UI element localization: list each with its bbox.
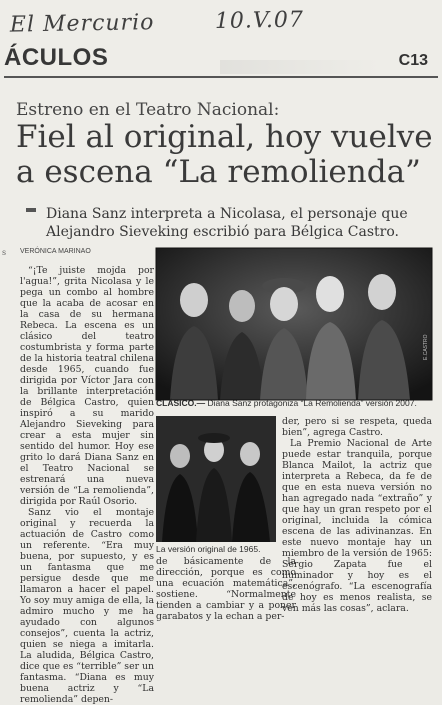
bleed-through-shadow <box>220 60 380 74</box>
section-rule <box>4 76 438 78</box>
page-number: C13 <box>398 52 428 69</box>
handwritten-source: El Mercurio <box>9 10 155 38</box>
article-column-middle: de básicamente de la dirección, porque es como una ecuación matemática”, sostiene. “Normalmente tienden a cambiar y a poner garabatos y la echan a per- <box>156 556 296 622</box>
photo-1965-caption: La versión original de 1965. <box>156 544 261 554</box>
paragraph: Sanz vio el montaje original y recuerda la actuación de Castro como un referente. “Era muy buena, por supuesto, y es un fantasma que me persigue desde que me llamaron a hacer el papel. Yo soy muy amiga de ella, la admiro mucho y me ha ayudado con algunos consejos”, cuenta la actriz, quien se niega a imitarla. La aludida, Bélgica Castro, dice que es “terrible” ser un fantasma. “Diana es muy buena actriz y “La remolienda” depen- <box>20 507 154 705</box>
article-column-right <box>282 416 432 614</box>
paragraph: der, pero si se respeta, queda bien”, agrega Castro. <box>282 416 432 438</box>
article-headline: Fiel al original, hoy vuelve a escena “La remolienda” <box>16 119 433 190</box>
article-subhead: Diana Sanz interpreta a Nicolasa, el personaje que Alejandro Sieveking escribió para Bélgica Castro. <box>46 206 408 240</box>
article-kicker: Estreno en el Teatro Nacional: <box>16 100 280 120</box>
photo-original-1965 <box>156 416 276 542</box>
photo-main-caption <box>156 398 432 408</box>
photo-main-illustration <box>156 248 432 400</box>
photo-main-cast-2007 <box>156 248 432 400</box>
photo-1965-illustration <box>156 416 276 542</box>
handwritten-note <box>10 7 311 46</box>
photo-credit: E.CASTRO <box>423 334 429 360</box>
subhead-marker <box>26 208 36 212</box>
caption-text: Diana Sanz protagoniza “La Remolienda” versión 2007. <box>207 398 417 408</box>
section-title: ÁCULOS <box>4 44 109 71</box>
margin-mark: s <box>2 248 7 257</box>
paragraph: La Premio Nacional de Arte puede estar tranquila, porque Blanca Mailot, la actriz que interpreta a Rebeca, da fe de que en esta nueva versión no han agregado nada “extraño” y que hay un gran respeto por el original, incluida la cómica escena de las adivinanzas. En este nuevo montaje hay un miembro de la versión de 1965: Sergio Zapata fue el iluminador y hoy es el escenógrafo. “La escenografía de hoy es menos realista, se ven más las cosas”, aclara. <box>282 438 432 614</box>
article-column-left <box>20 265 154 705</box>
caption-label: CLÁSICO.— <box>156 398 206 408</box>
paragraph: “¡Te juiste mojda por l'agua!”, grita Nicolasa y le pega un combo al hombre que la acaba de acosar en la casa de su hermana Rebeca. La escena es un clásico del teatro costumbrista y forma parte de la historia teatral chilena desde 1965, cuando fue dirigida por Víctor Jara con la brillante interpretación de Bélgica Castro, quien inspiró a su marido Alejandro Sieveking para crear a esta mujer sin sentido del humor. Hoy ese grito lo dará Diana Sanz en el Teatro Nacional se estrenará una nueva versión de “La remolienda”, dirigida por Raúl Osorio. <box>20 265 154 507</box>
article-byline: VERÓNICA MARINAO <box>20 248 91 255</box>
handwritten-date: 10.V.07 <box>214 7 305 35</box>
